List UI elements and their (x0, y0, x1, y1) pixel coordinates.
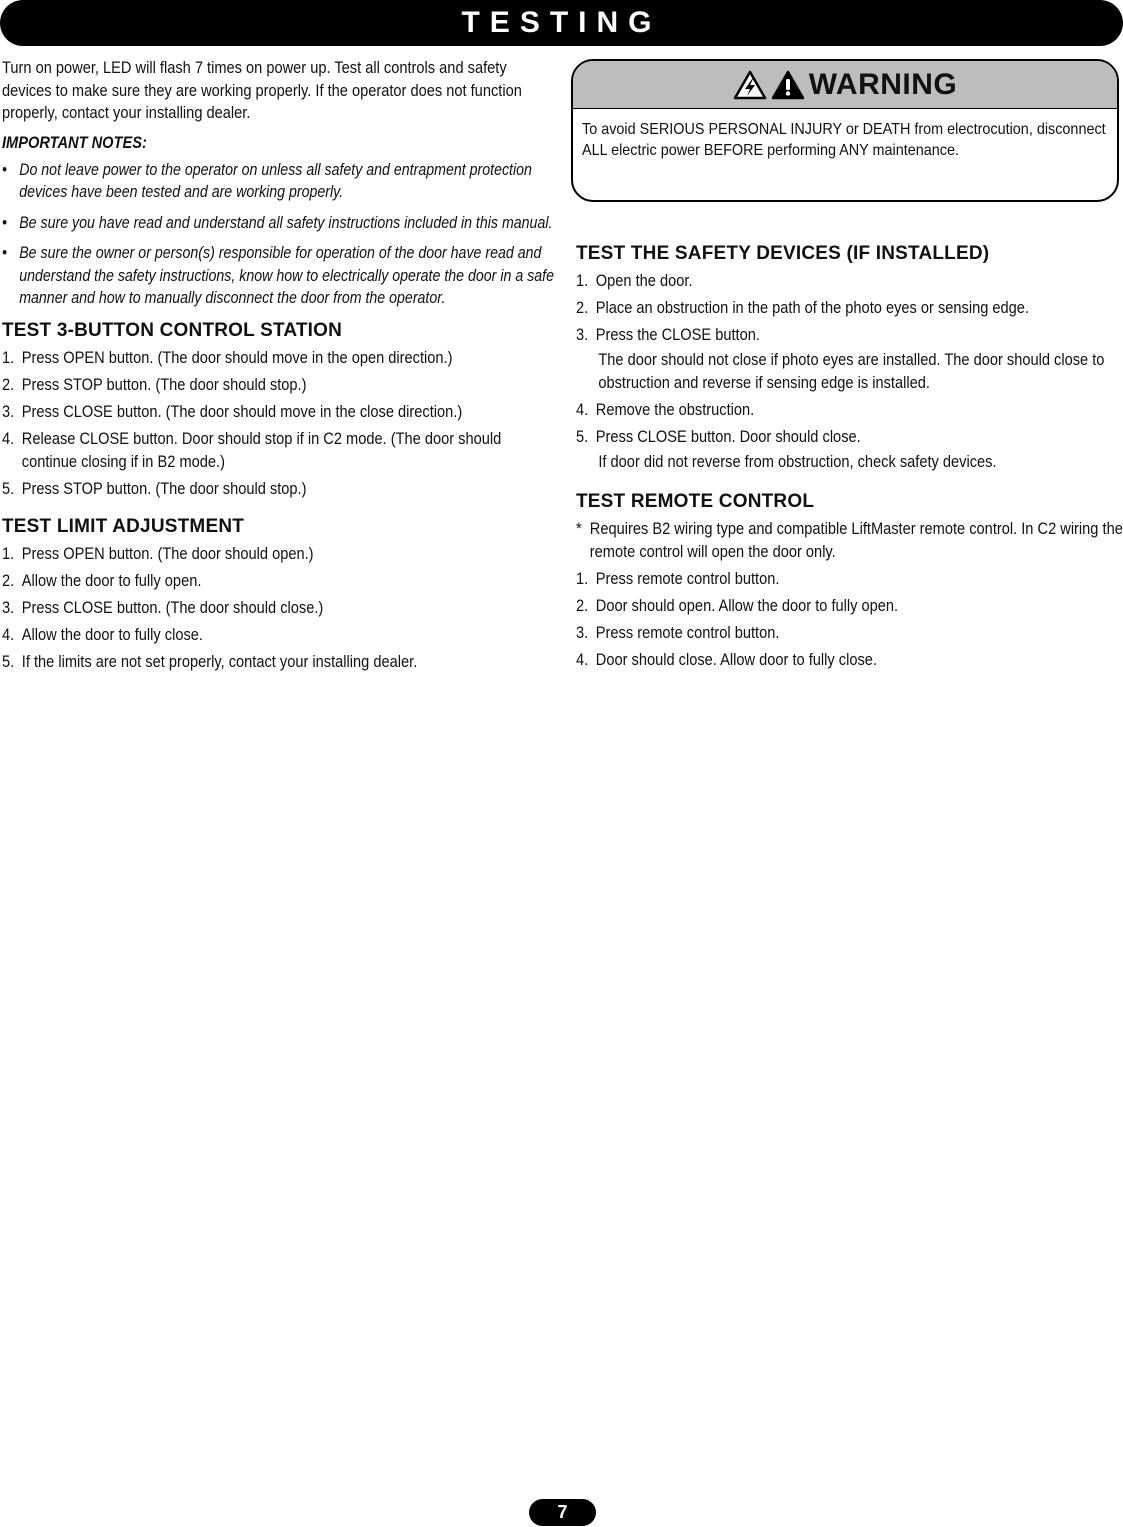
step-item: 4. Remove the obstruction. (576, 400, 755, 419)
step-item: 1. Press OPEN button. (The door should move in the open direction.) (2, 347, 453, 367)
page-title: TESTING (461, 6, 662, 39)
step-item: 2. Press STOP button. (The door should stop.) (2, 374, 307, 394)
step-item: 4. Door should close. Allow door to fully close. (576, 650, 877, 669)
step-note: If door did not reverse from obstruction, check safety devices. (598, 452, 997, 471)
step-item: 3. Press the CLOSE button. (576, 325, 760, 344)
step-item: 2. Door should open. Allow the door to fully open. (576, 596, 899, 615)
step-item: 2. Place an obstruction in the path of the photo eyes or sensing edge. (576, 298, 1029, 317)
step-item: 1. Press OPEN button. (The door should open.) (2, 543, 314, 563)
intro-paragraph: Turn on power, LED will flash 7 times on power up. Test all controls and safety devices to make sure they are working properly. If the operator does not function properly, contact your installing dealer. (2, 58, 522, 122)
left-column (2, 57, 554, 677)
important-notes-heading: IMPORTANT NOTES: (2, 132, 147, 152)
test-safety-steps (576, 269, 1121, 473)
test-safety-heading: TEST THE SAFETY DEVICES (IF INSTALLED) (576, 243, 990, 264)
step-item: 2. Allow the door to fully open. (2, 570, 202, 590)
warning-label: WARNING (808, 67, 958, 101)
electrical-hazard-icon (733, 70, 767, 100)
test-3-button-heading: TEST 3-BUTTON CONTROL STATION (2, 319, 343, 341)
exclamation-hazard-icon (771, 70, 805, 100)
warning-box (571, 59, 1119, 202)
note-item: • Be sure the owner or person(s) responsible for operation of the door have read and understand the safety instructions, know how to electrically operate the door in a safe manner and how to manually disconnect the door from the operator. (2, 244, 554, 307)
right-column (576, 233, 1121, 675)
step-item: 3. Press CLOSE button. (The door should move in the close direction.) (2, 401, 463, 421)
step-item: 5. Press STOP button. (The door should stop.) (2, 478, 307, 498)
test-limit-steps (2, 542, 542, 673)
step-note: The door should not close if photo eyes are installed. The door should close to obstruction and reverse if sensing edge is installed. (598, 350, 1105, 392)
step-item: 3. Press CLOSE button. (The door should close.) (2, 597, 324, 617)
step-item: 5. Press CLOSE button. Door should close. (576, 427, 861, 446)
test-3-button-steps (2, 346, 542, 500)
step-item: 4. Release CLOSE button. Door should stop if in C2 mode. (The door should continue closing if in B2 mode.) (2, 428, 502, 471)
note-item: • Be sure you have read and understand all safety instructions included in this manual. (2, 213, 553, 232)
step-item: 4. Allow the door to fully close. (2, 624, 203, 644)
warning-header (573, 61, 1117, 109)
step-item: 1. Open the door. (576, 271, 693, 290)
test-limit-heading: TEST LIMIT ADJUSTMENT (2, 515, 245, 537)
important-notes-list (2, 159, 554, 310)
test-remote-heading: TEST REMOTE CONTROL (576, 491, 815, 512)
page-number: 7 (529, 1499, 596, 1526)
step-item: 1. Press remote control button. (576, 569, 780, 588)
page-title-bar (0, 0, 1123, 46)
warning-text: To avoid SERIOUS PERSONAL INJURY or DEATH from electrocution, disconnect ALL electric power BEFORE performing ANY maintenance. (582, 121, 1106, 159)
remote-requirement-note: * Requires B2 wiring type and compatible LiftMaster remote control. In C2 wiring the remote control will open the door only. (576, 519, 1123, 561)
note-item: • Do not leave power to the operator on unless all safety and entrapment protection devices have been tested and are working properly. (2, 160, 532, 201)
test-remote-steps (576, 567, 1121, 671)
step-item: 5. If the limits are not set properly, contact your installing dealer. (2, 651, 418, 671)
step-item: 3. Press remote control button. (576, 623, 780, 642)
